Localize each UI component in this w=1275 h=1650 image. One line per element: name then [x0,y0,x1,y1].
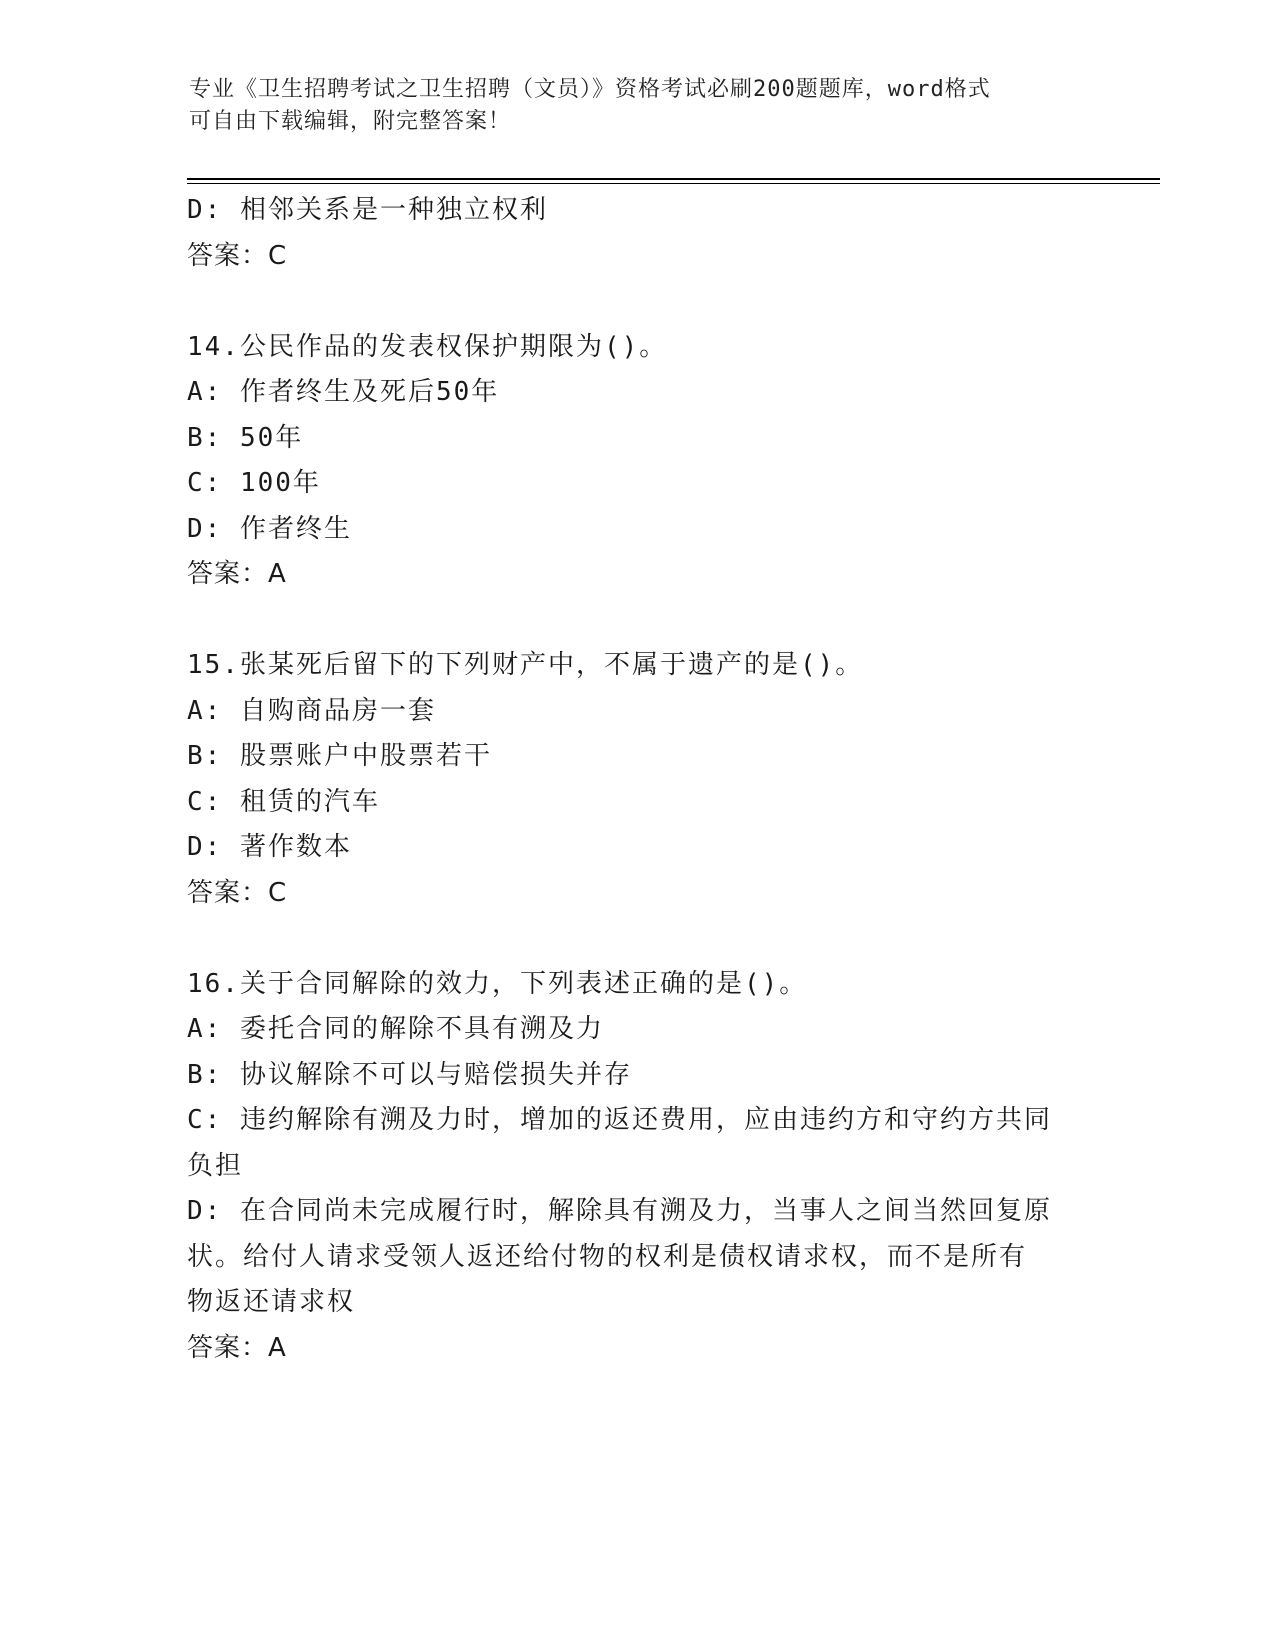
question-text: 14.公民作品的发表权保护期限为()。 [187,331,668,362]
option-d: D: 在合同尚未完成履行时，解除具有溯及力，当事人之间当然回复原 [187,1196,1052,1226]
spacer [187,916,1087,962]
header-divider-thick [187,178,1160,180]
header-divider-thin [187,183,1160,184]
answer-label: 答案：C [187,877,288,908]
document-header [189,74,1089,138]
spacer [187,279,1087,325]
question-15 [187,643,1087,916]
option-c-continued: 负担 [187,1150,244,1181]
question-list [187,188,1087,1371]
option-d: D: 著作数本 [187,832,352,862]
answer-label: 答案：C [187,240,288,271]
question-text: 16.关于合同解除的效力，下列表述正确的是()。 [187,968,808,999]
option-c: C: 违约解除有溯及力时，增加的返还费用，应由违约方和守约方共同 [187,1105,1052,1135]
question-text: 15.张某死后留下的下列财产中，不属于遗产的是()。 [187,650,864,680]
option-a: A: 委托合同的解除不具有溯及力 [187,1014,604,1044]
option-b: B: 50年 [187,422,304,453]
option-c: C: 100年 [187,468,321,498]
option-d: D: 相邻关系是一种独立权利 [187,195,548,225]
option-c: C: 租赁的汽车 [187,786,380,817]
header-title-line-2: 可自由下载编辑，附完整答案！ [189,109,512,134]
option-d-continued: 物返还请求权 [187,1287,356,1317]
option-a: A: 自购商品房一套 [187,695,436,726]
option-d-continued: 状。给付人请求受领人返还给付物的权利是债权请求权，而不是所有 [187,1241,1028,1272]
option-d: D: 作者终生 [187,513,352,544]
answer-label: 答案：A [187,1332,287,1363]
spacer [187,598,1087,644]
question-14 [187,325,1087,598]
option-b: B: 股票账户中股票若干 [187,741,492,771]
answer-label: 答案：A [187,559,287,589]
option-a: A: 作者终生及死后50年 [187,377,500,407]
question-13-tail [187,188,1087,279]
header-title-line-1: 专业《卫生招聘考试之卫生招聘（文员）》资格考试必刷200题题库，word格式 [189,77,991,102]
option-b: B: 协议解除不可以与赔偿损失并存 [187,1059,632,1090]
question-16 [187,962,1087,1372]
